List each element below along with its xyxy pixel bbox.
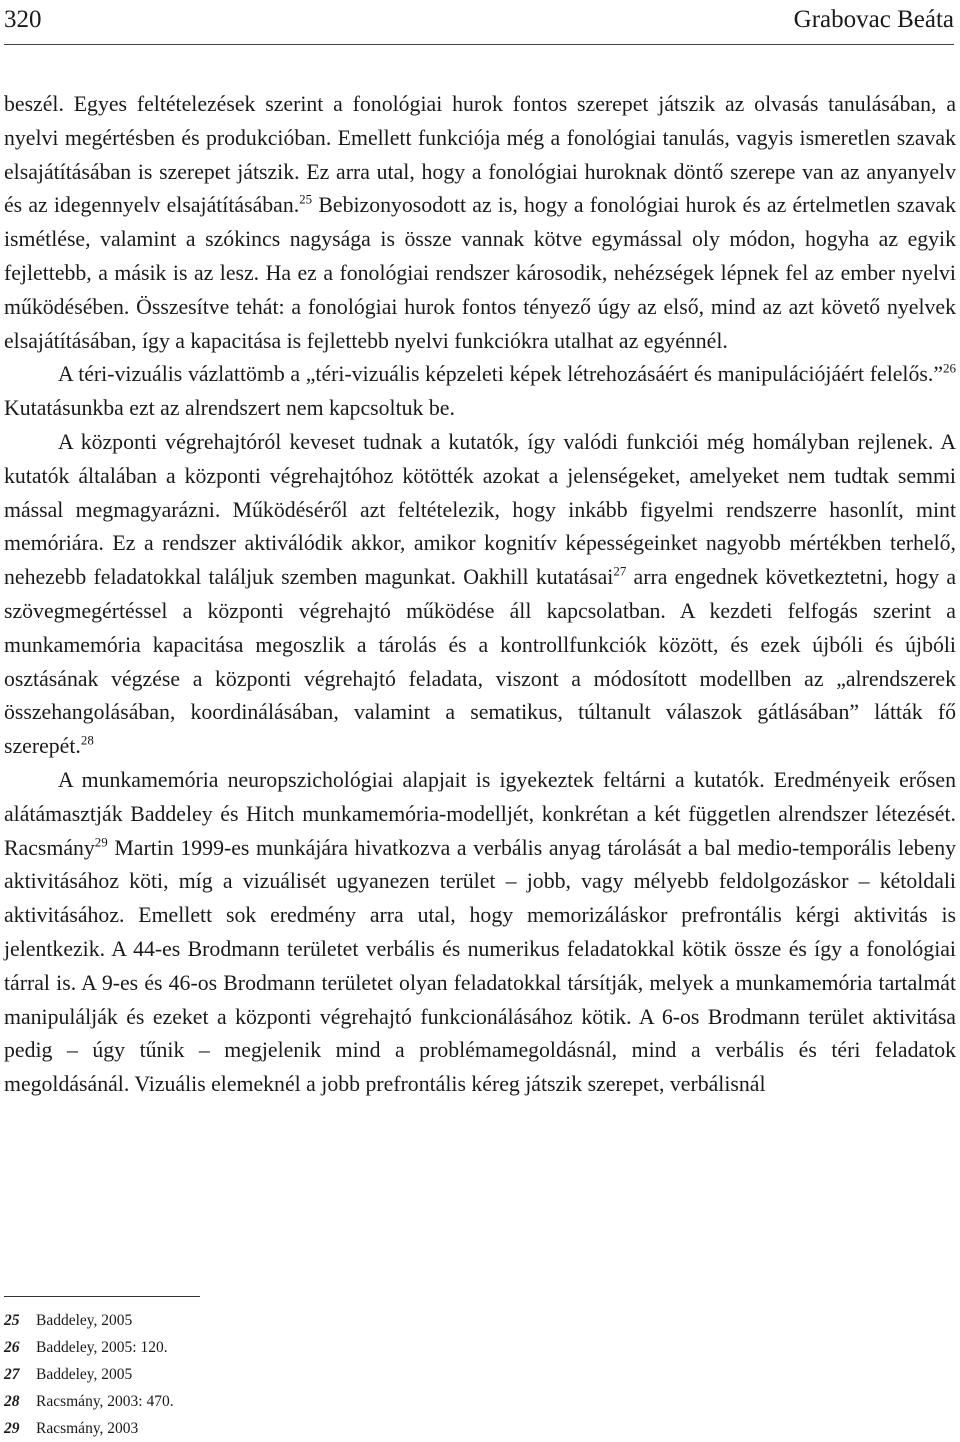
paragraph-text: Kutatásunkba ezt az alrendszert nem kapcsoltuk be. [4,396,455,421]
paragraph [4,764,956,1102]
footnote-ref: 27 [613,563,627,579]
paragraph [4,88,956,358]
paragraph-text: Martin 1999-es munkájára hivatkozva a verbális anyag tárolását a bal medio-temporális lebeny aktivitásához köti, míg a vizuálisét ugyanezen terület – jobb, vagy mélyebb feldolgozáskor – kétoldali aktivitásához. Emellett sok eredmény arra utal, hogy memorizáláskor prefrontális kérgi aktivitás is jelentkezik. A 44-es Brodmann területet verbális és numerikus feladatokkal kötik össze és így a fonológiai tárral is. A 9-es és 46-os Brodmann területet olyan feladatokkal társítják, melyek a munkamemória tartalmát manipulálják és ezeket a központi végrehajtó funkcionálásához kötik. A 6-os Brodmann terület aktivitása pedig – úgy tűnik – megjelenik mind a problémamegoldásnál, mind a verbális és téri feladatok megoldásánál. Vizuális elemeknél a jobb prefrontális kéreg játszik szerepet, verbálisnál [4,835,956,1097]
footnote-number: 26 [4,1339,20,1356]
footnote-ref: 29 [94,834,108,850]
footnote-ref: 26 [943,361,956,377]
paragraph-text: A központi végrehajtóról keveset tudnak a kutatók, így valódi funkciói még homályban rejlenek. A kutatók általában a központi végrehajtóhoz kötötték azokat a jelenségeket, amelyeket nem tudtak semmi mással megmagyarázni. Működéséről azt feltételezik, hogy inkább figyelmi rendszerre hasonlít, mint memóriára. Ez a rendszer aktiválódik akkor, amikor kognitív képességeinket nagyobb mértékben terhelő, nehezebb feladatokkal találjuk szemben magunkat. Oakhill kutatásai [4,429,956,590]
footnote-number: 28 [4,1393,20,1410]
footnote-number: 25 [4,1312,20,1329]
footnote-ref: 28 [80,732,94,748]
running-author: Grabovac Beáta [793,6,954,33]
footnote-number: 27 [4,1366,20,1383]
paragraph [4,358,956,426]
running-header [4,0,954,40]
footnote-text: Baddeley, 2005 [36,1366,133,1383]
paragraph-text: A téri-vizuális vázlattömb a „téri-vizuális képzeleti képek létrehozásáért és manipulációjáért felelős.” [58,362,943,387]
paragraph-text: Bebizonyosodott az is, hogy a fonológiai hurok és az értelmetlen szavak ismétlése, valamint a szókincs nagysága is össze vannak kötve egymással oly módon, hogyha az egyik fejlettebb, a másik is az lesz. Ha ez a fonológiai rendszer károsodik, nehézségek lépnek fel az ember nyelvi működésében. Összesítve tehát: a fonológiai hurok fontos tényező úgy az első, mind az azt követő nyelvek elsajátításában, így a kapacitása is fejlettebb nyelvi funkciókra utalhat az egyénnél. [4,193,956,353]
footnote [4,1388,604,1415]
footnote [4,1415,604,1442]
footnote-ref: 25 [299,192,313,208]
paragraph [4,426,956,764]
page-number: 320 [4,6,42,33]
footnote-number: 29 [4,1420,20,1437]
footnote-text: Racsmány, 2003: 470. [36,1393,174,1410]
footnote [4,1361,604,1388]
paragraph-text: arra engednek következtetni, hogy a szövegmegértéssel a központi végrehajtó működése áll kapcsolatban. A kezdeti felfogás szerint a munkamemória kapacitása megoszlik a tárolás és a kontrollfunkciók között, és ezek újbóli és újbóli osztásának végzése a központi végrehajtó feladata, viszont a módosított modellben az „alrendszerek összehangolásában, koordinálásában, valamint a sematikus, túltanult válaszok gátlásában” látták fő szerepét. [4,565,956,759]
header-rule [4,44,954,45]
footnote [4,1307,604,1334]
paragraph-text: beszél. Egyes feltételezések szerint a fonológiai hurok fontos szerepet játszik az olvasás tanulásában, a nyelvi megértésben és produkcióban. Emellett funkciója még a fonológiai tanulás, vagyis ismeretlen szavak elsajátításában is szerepet játszik. Ez arra utal, hogy a fonológiai huroknak döntő szerepe van az anyanyelv és az idegennyelv elsajátításában. [4,92,956,218]
footnote-rule [4,1296,200,1297]
footnote [4,1334,604,1361]
footnote-text: Racsmány, 2003 [36,1420,139,1437]
footnote-text: Baddeley, 2005: 120. [36,1339,168,1356]
body-text [4,88,956,1102]
paragraph-text: A munkamemória neuropszichológiai alapjait is igyekeztek feltárni a kutatók. Eredményeik erősen alátámasztják Baddeley és Hitch munkamemória-modelljét, konkrétan a két független alrendszer létezését. Racsmány [4,767,956,860]
footnote-text: Baddeley, 2005 [36,1312,133,1329]
footnotes [4,1307,604,1442]
